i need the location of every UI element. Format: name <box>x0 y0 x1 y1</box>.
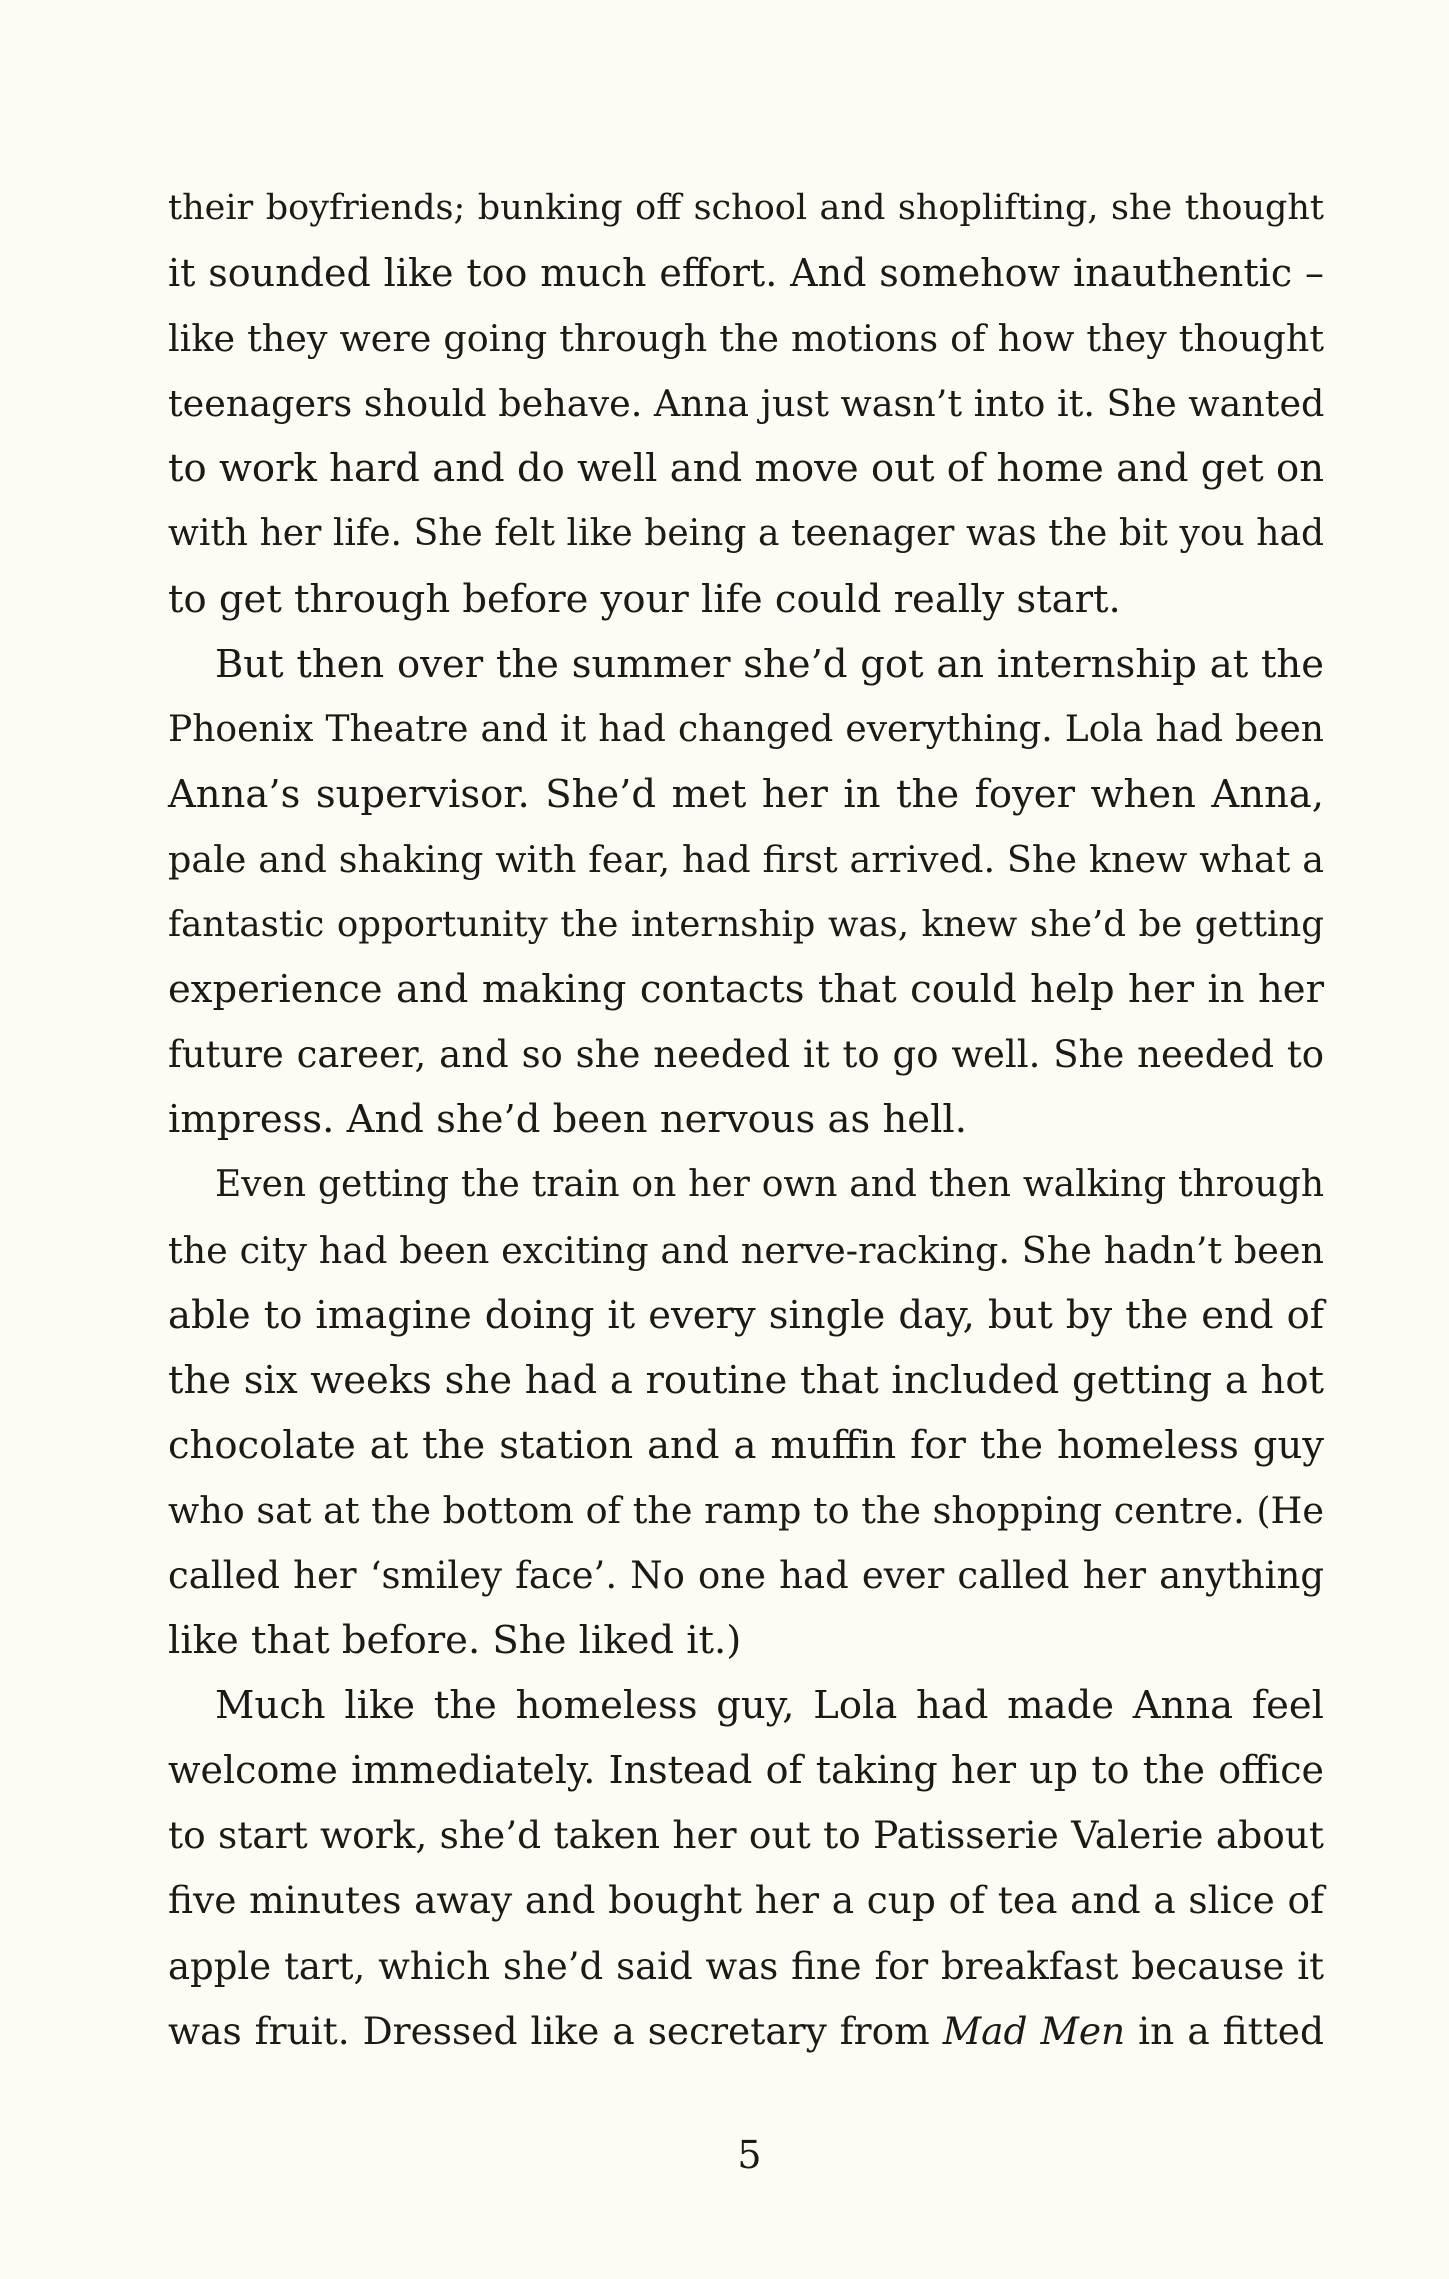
text-line: impress. And she’d been nervous as hell. <box>168 1097 967 1143</box>
text-line-closing <box>168 1999 1324 2064</box>
text-line: to get through before your life could really start. <box>168 576 1121 622</box>
text-line: the six weeks she had a routine that included getting a hot <box>168 1357 1324 1403</box>
text-line: pale and shaking with fear, had first arrived. She knew what a <box>168 837 1324 881</box>
text-line: experience and making contacts that could help her in her <box>168 967 1324 1013</box>
text-run: in a fitted <box>1125 2008 1325 2053</box>
text-line: with her life. She felt like being a teenager was the bit you had <box>168 513 1324 555</box>
text-line: Phoenix Theatre and it had changed everything. Lola had been <box>168 708 1324 750</box>
text-line: to start work, she’d taken her out to Patisserie Valerie about <box>168 1813 1324 1858</box>
text-line: apple tart, which she’d said was fine for breakfast because it <box>168 1944 1324 1988</box>
paragraph-3 <box>168 1152 1324 1673</box>
text-line: called her ‘smiley face’. No one had ever called her anything <box>168 1553 1324 1597</box>
text-line: Anna’s supervisor. She’d met her in the foyer when Anna, <box>168 771 1324 817</box>
text-line: Much like the homeless guy, Lola had made Anna feel <box>215 1683 1324 1729</box>
body-text <box>168 176 1324 2064</box>
text-line: Even getting the train on her own and then walking through <box>215 1164 1324 1206</box>
text-line: their boyfriends; bunking off school and shoplifting, she thought <box>168 188 1324 228</box>
text-line: the city had been exciting and nerve-racking. She hadn’t been <box>168 1228 1324 1272</box>
text-line: chocolate at the station and a muffin for the homeless guy <box>168 1422 1324 1468</box>
text-line: five minutes away and bought her a cup of tea and a slice of <box>168 1878 1324 1923</box>
paragraph-2 <box>168 632 1324 1153</box>
page-number: 5 <box>737 2133 762 2177</box>
text-line: who sat at the bottom of the ramp to the shopping centre. (He <box>168 1488 1324 1532</box>
text-line: like that before. She liked it.) <box>168 1618 742 1664</box>
paragraph-4 <box>168 1673 1324 2064</box>
text-line: it sounded like too much effort. And somehow inauthentic – <box>168 251 1324 296</box>
book-title-italic: Mad Men <box>942 2008 1126 2053</box>
text-line: like they were going through the motions of how they thought <box>168 317 1324 361</box>
text-line: But then over the summer she’d got an internship at the <box>215 641 1324 687</box>
text-line: teenagers should behave. Anna just wasn’t into it. She wanted <box>168 382 1325 426</box>
paragraph-1 <box>168 176 1324 632</box>
text-run: was fruit. Dressed like a secretary from <box>168 2008 943 2053</box>
text-line: to work hard and do well and move out of home and get on <box>168 446 1324 492</box>
text-line: able to imagine doing it every single day, but by the end of <box>168 1292 1324 1338</box>
text-line: fantastic opportunity the internship was, knew she’d be getting <box>168 904 1324 946</box>
text-line: future career, and so she needed it to go well. She needed to <box>168 1033 1324 1077</box>
text-line: welcome immediately. Instead of taking her up to the office <box>168 1748 1324 1793</box>
